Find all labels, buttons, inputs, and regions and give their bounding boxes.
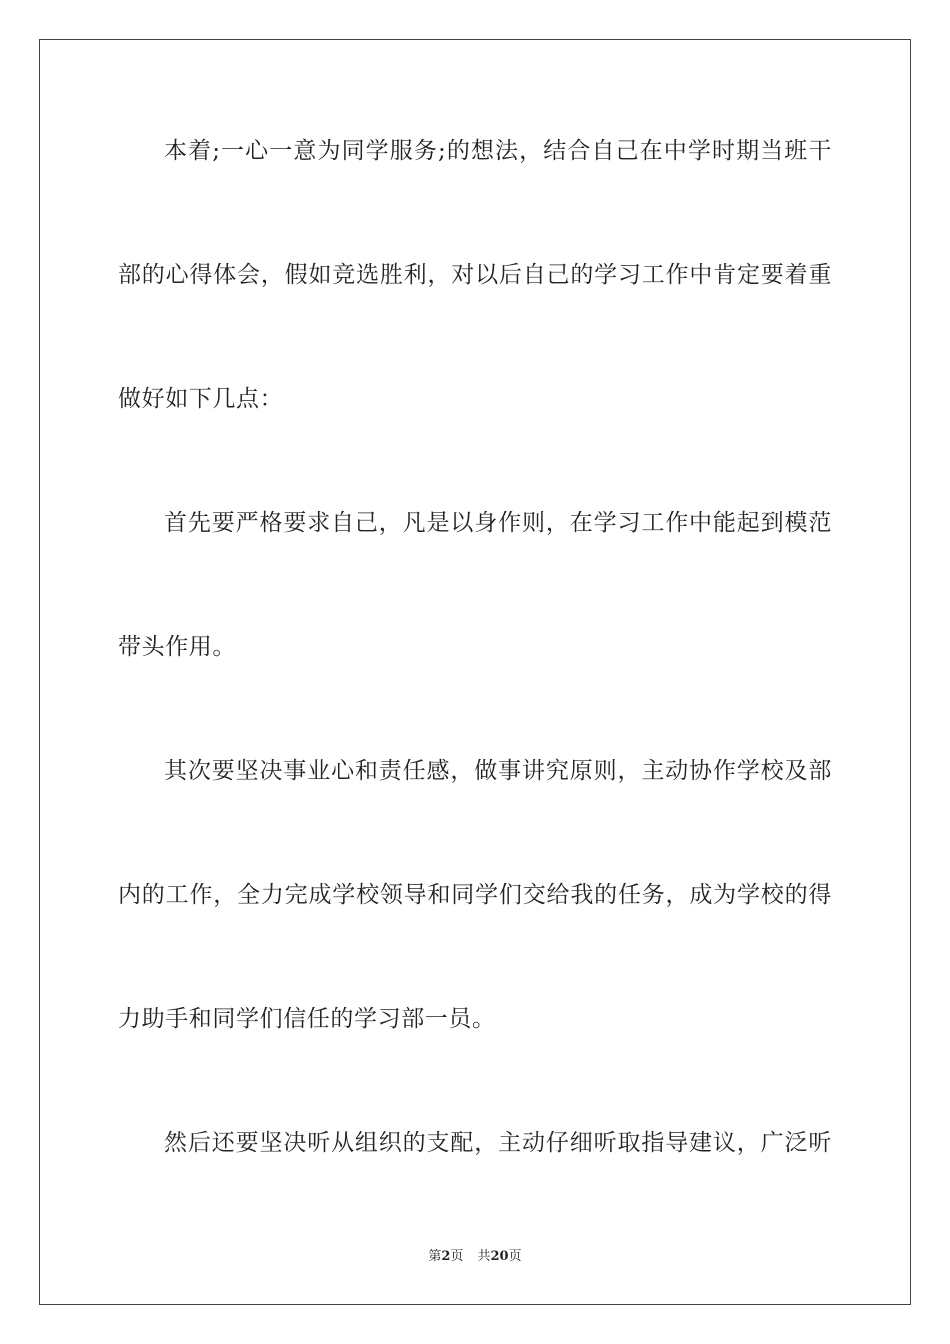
paragraph-1-line-1: 本着;一心一意为同学服务;的想法，结合自己在中学时期当班干 (164, 138, 832, 164)
footer-page-suffix: 页 (450, 1249, 464, 1264)
footer-total-suffix: 页 (508, 1249, 522, 1264)
paragraph-2-line-1: 首先要严格要求自己，凡是以身作则，在学习工作中能起到模范 (164, 510, 832, 536)
paragraph-4-line-1: 然后还要坚决听从组织的支配，主动仔细听取指导建议，广泛听 (164, 1130, 832, 1156)
footer-page-prefix: 第 (428, 1249, 442, 1264)
paragraph-1-line-3: 做好如下几点： (118, 386, 284, 412)
paragraph-2-line-2: 带头作用。 (118, 634, 236, 660)
footer-page-number: 2 (441, 1249, 451, 1264)
page-border (39, 39, 911, 1305)
footer-total-prefix: 共 (477, 1249, 491, 1264)
page-footer (0, 1248, 950, 1266)
paragraph-1-line-2: 部的心得体会，假如竞选胜利，对以后自己的学习工作中肯定要着重 (118, 262, 832, 288)
paragraph-3-line-2: 内的工作，全力完成学校领导和同学们交给我的任务，成为学校的得 (118, 882, 832, 908)
footer-total-pages: 20 (490, 1249, 509, 1264)
paragraph-3-line-3: 力助手和同学们信任的学习部一员。 (118, 1006, 496, 1032)
paragraph-3-line-1: 其次要坚决事业心和责任感，做事讲究原则，主动协作学校及部 (164, 758, 832, 784)
